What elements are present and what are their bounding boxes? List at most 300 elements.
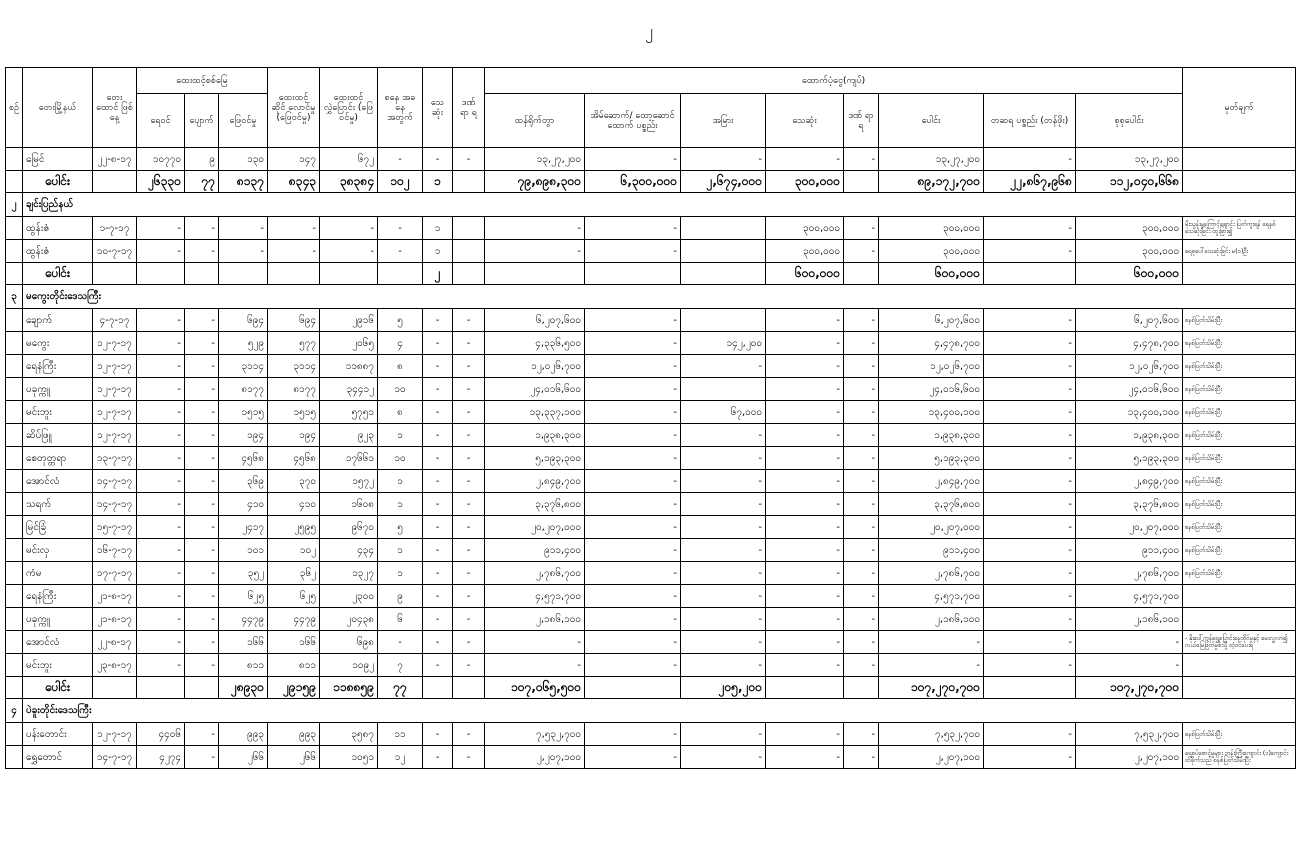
row-number (6, 654, 23, 677)
report-date: ၁၂-၇-၁၇ (93, 723, 137, 746)
house-count: ၁ (378, 539, 423, 562)
loss-count: ၁၁၈၈၅၉ (320, 677, 378, 699)
area-destroyed: - (185, 240, 219, 263)
row-number (6, 263, 23, 285)
death-count: - (423, 746, 453, 769)
area-recovered: ၉၉၃ (219, 723, 268, 746)
total-amount: ၂၄,၀၁၆,၆၀၀ (879, 378, 984, 401)
area-total: ၂၆၃၃၀ (137, 171, 185, 193)
table-row (6, 516, 1296, 539)
area-total: - (137, 447, 185, 470)
damage-count: ၁၆၆ (268, 631, 320, 654)
total-row (6, 677, 1296, 699)
area-total: - (137, 631, 185, 654)
house-material-amount: - (585, 447, 681, 470)
grand-total-amount: ၂၄,၀၁၆,၆၀၀ (1076, 378, 1183, 401)
row-number (6, 217, 23, 240)
injury-count (453, 217, 485, 240)
death-amount: - (766, 746, 844, 769)
death-count: - (423, 539, 453, 562)
injury-count: - (453, 723, 485, 746)
cash-amount: ၂,၇၈၆,၇၀၀ (485, 562, 585, 585)
injury-amount: - (844, 723, 879, 746)
row-number (6, 378, 23, 401)
area-total: - (137, 470, 185, 493)
area-destroyed: - (185, 332, 219, 355)
house-count: - (378, 240, 423, 263)
remark: စနစ်ပြတ်သိမ်းပြီး (1183, 447, 1296, 470)
grand-total-amount: - (1076, 654, 1183, 677)
death-count: - (423, 447, 453, 470)
remark: မိုးသွန်းမှုကြောင့်ချောင်း ပြတ်ကူးရန် ရေနစ် သေဆုံးခြင်း ထူးခြား၍ (1183, 217, 1296, 240)
loss-count: ၂၃၀၀ (320, 585, 378, 608)
remark: စနစ်ပြတ်သိမ်းပြီး (1183, 516, 1296, 539)
area-recovered: ၁၆၆ (219, 631, 268, 654)
total-row (6, 263, 1296, 285)
row-number (6, 148, 23, 171)
group-area: ထေးထင့်စစ်မြေ (137, 68, 268, 94)
area-destroyed: - (185, 470, 219, 493)
food-amount: - (681, 424, 766, 447)
other-amount: - (984, 378, 1076, 401)
table-row (6, 424, 1296, 447)
remark: စနစ်ပြတ်သိမ်းပြီး (1183, 355, 1296, 378)
house-material-amount: - (585, 470, 681, 493)
section-row (6, 285, 1296, 309)
death-count: - (423, 493, 453, 516)
area-destroyed: - (185, 516, 219, 539)
other-amount: - (984, 608, 1076, 631)
death-count: ၁ (423, 171, 453, 193)
injury-amount: - (844, 148, 879, 171)
house-count: - (378, 631, 423, 654)
injury-amount: - (844, 240, 879, 263)
house-material-amount: - (585, 608, 681, 631)
other-amount: - (984, 332, 1076, 355)
house-material-amount: - (585, 355, 681, 378)
grand-total-amount: ၂,၇၈၆,၇၀၀ (1076, 562, 1183, 585)
injury-count: - (453, 493, 485, 516)
injury-count (453, 171, 485, 193)
damage-count: ၄၄၇၉ (268, 608, 320, 631)
injury-count: - (453, 562, 485, 585)
col-money-food: အမြား (681, 94, 766, 148)
grand-total-amount: ၇,၅၃၂,၇၀၀ (1076, 723, 1183, 746)
grand-total-amount: ၁၃,၄၀၀,၁၀၀ (1076, 401, 1183, 424)
township-name: ရေနံကြီး (23, 355, 93, 378)
injury-amount: - (844, 746, 879, 769)
death-amount: - (766, 309, 844, 332)
row-number (6, 516, 23, 539)
cash-amount: ၂,၂၀၇,၁၀၀ (485, 746, 585, 769)
food-amount: - (681, 516, 766, 539)
death-count: - (423, 562, 453, 585)
area-total: - (137, 401, 185, 424)
table-row (6, 539, 1296, 562)
row-number (6, 355, 23, 378)
township-name: ပခုက္ကူ (23, 608, 93, 631)
remark: စနစ်ပြတ်သိမ်းပြီး (1183, 493, 1296, 516)
area-total: - (137, 217, 185, 240)
cash-amount: ၆,၂၀၇,၆၀၀ (485, 309, 585, 332)
col-area-recover: ဖြေဝင်မှု (219, 94, 268, 148)
township-name: မြေင် (23, 148, 93, 171)
table-header (6, 68, 1296, 148)
remark: - နိုးပေါ်ကုန်ရွှေ့ပြောင်းနေထိုင်မှုနှင့် မေးလှူလာ၍ လယ်မြေဖြတ်မှုစံသို့ ထံ့ဝင်ပေးရ (1183, 631, 1296, 654)
cash-amount: ၁၃,၃၃၇,၁၀၀ (485, 401, 585, 424)
page-number: ၂ (645, 21, 653, 40)
grand-total-amount: ၃၀၀,၀၀၀ (1076, 217, 1183, 240)
house-count: ၄ (378, 332, 423, 355)
food-amount: ၁၄၂,၂၀၀ (681, 332, 766, 355)
house-count: ၈ (378, 401, 423, 424)
row-number (6, 493, 23, 516)
col-money-total: ပေါင်း (879, 94, 984, 148)
death-amount: - (766, 493, 844, 516)
row-number (6, 562, 23, 585)
area-recovered: ၂၆၆ (219, 746, 268, 769)
total-amount: ၂,၂၀၇,၁၀၀ (879, 746, 984, 769)
injury-count (453, 263, 485, 285)
area-recovered: ၈၁၁ (219, 654, 268, 677)
col-money-grand: စုစုပေါင်း (1076, 94, 1183, 148)
area-destroyed: - (185, 355, 219, 378)
death-count: - (423, 332, 453, 355)
house-count: ၁၀ (378, 378, 423, 401)
total-row (6, 171, 1296, 193)
table-row (6, 723, 1296, 746)
total-amount: ၆၀၀,၀၀၀ (879, 263, 984, 285)
grand-total-amount: ၉၁၁,၄၀၀ (1076, 539, 1183, 562)
row-number (6, 631, 23, 654)
row-number (6, 677, 23, 699)
food-amount: - (681, 539, 766, 562)
injury-amount: - (844, 539, 879, 562)
report-date: ၁၂-၇-၁၇ (93, 355, 137, 378)
food-amount (681, 263, 766, 285)
remark: စနစ်ပြတ်သိမ်းပြီး (1183, 424, 1296, 447)
death-amount: - (766, 401, 844, 424)
injury-count: - (453, 332, 485, 355)
grand-total-amount: ၅,၁၉၃,၃၀၀ (1076, 447, 1183, 470)
section-row (6, 193, 1296, 217)
cash-amount (485, 263, 585, 285)
section-row (6, 699, 1296, 723)
loss-count: ၅၇၅၁ (320, 401, 378, 424)
injury-count: - (453, 470, 485, 493)
death-count: ၂ (423, 263, 453, 285)
cash-amount: ၂၀,၂၀၇,၀၀၀ (485, 516, 585, 539)
house-count: ၇ (378, 654, 423, 677)
loss-count: ၁၃၂၇ (320, 562, 378, 585)
other-amount: - (984, 723, 1076, 746)
area-recovered: ၆၉၄ (219, 309, 268, 332)
grand-total-amount: ၄,၄၇၈,၇၀၀ (1076, 332, 1183, 355)
other-amount: - (984, 401, 1076, 424)
damage-count: - (268, 217, 320, 240)
disaster-relief-table (5, 67, 1296, 769)
injury-count: - (453, 539, 485, 562)
death-amount: - (766, 355, 844, 378)
injury-count: - (453, 309, 485, 332)
report-date: ၂၃-၈-၁၇ (93, 654, 137, 677)
death-amount: ၃၀၀,၀၀၀ (766, 171, 844, 193)
house-count: ၅ (378, 309, 423, 332)
food-amount (681, 240, 766, 263)
table-row (6, 355, 1296, 378)
death-amount: - (766, 539, 844, 562)
death-amount: - (766, 723, 844, 746)
house-count: ၅ (378, 516, 423, 539)
injury-count: - (453, 148, 485, 171)
col-damage: ထေးထင့် ဆိုင် လောင်မှု (ဖြေဝင်မှု) (268, 68, 320, 148)
loss-count: ၃၄၄၁၂ (320, 378, 378, 401)
injury-amount: - (844, 309, 879, 332)
death-count: - (423, 378, 453, 401)
row-number (6, 401, 23, 424)
house-material-amount: - (585, 378, 681, 401)
other-amount: - (984, 217, 1076, 240)
damage-count: ၉၉၃ (268, 723, 320, 746)
total-amount: ၃၀၀,၀၀၀ (879, 217, 984, 240)
house-material-amount (585, 263, 681, 285)
death-count: - (423, 654, 453, 677)
remark: စနစ်ပြတ်သိမ်းပြီး (1183, 562, 1296, 585)
grand-total-amount: ၂,၂၀၇,၁၀၀ (1076, 746, 1183, 769)
township-name: ကံမ (23, 562, 93, 585)
food-amount: - (681, 746, 766, 769)
report-date: ၂၂-၈-၁၇ (93, 631, 137, 654)
food-amount: - (681, 654, 766, 677)
area-recovered: - (219, 217, 268, 240)
table-row (6, 240, 1296, 263)
township-name: မင်းဘူး (23, 654, 93, 677)
damage-count: ၈၁၇၇ (268, 378, 320, 401)
cash-amount: ၂၄,၀၁၆,၆၀၀ (485, 378, 585, 401)
area-total: - (137, 585, 185, 608)
grand-total-amount: ၂,၈၄၉,၇၀၀ (1076, 470, 1183, 493)
remark (1183, 608, 1296, 631)
house-material-amount: - (585, 723, 681, 746)
total-amount: ၂,၈၄၉,၇၀၀ (879, 470, 984, 493)
row-number (6, 746, 23, 769)
cash-amount: ၁၀၇,၀၆၅,၅၀၀ (485, 677, 585, 699)
area-recovered: ၃၆၉ (219, 470, 268, 493)
section-number: ၄ (6, 699, 23, 723)
table-row (6, 401, 1296, 424)
township-name: ပေါင်း (23, 263, 93, 285)
township-name: ပန်းတောင်း (23, 723, 93, 746)
table-row (6, 470, 1296, 493)
food-amount: - (681, 470, 766, 493)
total-amount: ၃၀၀,၀၀၀ (879, 240, 984, 263)
township-name: စေတုတ္တရာ (23, 447, 93, 470)
report-date: ၄-၇-၁၇ (93, 309, 137, 332)
remark (1183, 263, 1296, 285)
area-recovered: ၁၉၄ (219, 424, 268, 447)
death-amount: - (766, 332, 844, 355)
other-amount: - (984, 355, 1076, 378)
area-destroyed: - (185, 608, 219, 631)
house-count: ၈ (378, 355, 423, 378)
death-count: - (423, 401, 453, 424)
table-row (6, 148, 1296, 171)
damage-count: ၃၆၂ (268, 562, 320, 585)
table-row (6, 309, 1296, 332)
township-name: ထွန်းဇံ (23, 217, 93, 240)
other-amount: - (984, 516, 1076, 539)
loss-count: ၁၇၆၆၁ (320, 447, 378, 470)
total-amount: ၂,၇၈၆,၇၀၀ (879, 562, 984, 585)
damage-count: ၆၂၅ (268, 585, 320, 608)
injury-count: - (453, 608, 485, 631)
damage-count: ၈၃၄၃ (268, 171, 320, 193)
food-amount (681, 217, 766, 240)
total-amount: ၃,၃၇၆,၈၀၀ (879, 493, 984, 516)
cash-amount: ၇၉,၈၉၈,၃၀၀ (485, 171, 585, 193)
table-row (6, 631, 1296, 654)
death-amount: - (766, 447, 844, 470)
injury-amount: - (844, 217, 879, 240)
house-material-amount: - (585, 516, 681, 539)
report-date: ၁၄-၇-၁၇ (93, 493, 137, 516)
report-date: ၁၂-၇-၁၇ (93, 378, 137, 401)
injury-amount: - (844, 608, 879, 631)
loss-count: ၂၉၁၆ (320, 309, 378, 332)
area-total: - (137, 355, 185, 378)
cash-amount: - (485, 217, 585, 240)
loss-count: ၂၀၄၃၈ (320, 608, 378, 631)
col-area-destroy: ပျောက် (185, 94, 219, 148)
food-amount: ၂၀၅,၂၀၀ (681, 677, 766, 699)
col-date: တေး ထောင် ဖြစ်နေ့ (93, 68, 137, 148)
injury-count: - (453, 447, 485, 470)
area-total: - (137, 608, 185, 631)
area-recovered: ၈၁၃၇ (219, 171, 268, 193)
cash-amount: ၂,၈၄၉,၇၀၀ (485, 470, 585, 493)
total-amount: ၁၃,၄၀၀,၁၀၀ (879, 401, 984, 424)
remark: စနစ်ပြတ်သိမ်းပြီး (1183, 539, 1296, 562)
death-amount: - (766, 470, 844, 493)
injury-count: - (453, 516, 485, 539)
remark: စနစ်ပြတ်သိမ်းပြီး (1183, 723, 1296, 746)
remark: စနစ်ပြတ်သိမ်းပြီး (1183, 470, 1296, 493)
death-count: ၁ (423, 217, 453, 240)
other-amount (984, 263, 1076, 285)
injury-amount: - (844, 378, 879, 401)
damage-count: - (268, 240, 320, 263)
table-row (6, 493, 1296, 516)
injury-count: - (453, 401, 485, 424)
area-total: - (137, 332, 185, 355)
col-death: သေ ဆုံး (423, 68, 453, 148)
injury-amount (844, 263, 879, 285)
injury-amount: - (844, 493, 879, 516)
damage-count: ၄၁၀ (268, 493, 320, 516)
area-total: ၁၀၇၇၀ (137, 148, 185, 171)
house-count: ၁ (378, 562, 423, 585)
area-destroyed: - (185, 424, 219, 447)
table-row (6, 746, 1296, 769)
col-money-death: သေဆုံး (766, 94, 844, 148)
house-material-amount: - (585, 585, 681, 608)
loss-count (320, 263, 378, 285)
other-amount: - (984, 631, 1076, 654)
injury-amount: - (844, 332, 879, 355)
injury-count: - (453, 424, 485, 447)
area-recovered (219, 263, 268, 285)
row-number (6, 723, 23, 746)
injury-amount: - (844, 516, 879, 539)
injury-count: - (453, 585, 485, 608)
area-total: ၄၂၇၄ (137, 746, 185, 769)
house-count: ၆ (378, 608, 423, 631)
area-recovered: ၂၈၉၃၀ (219, 677, 268, 699)
house-count: ၁၁ (378, 723, 423, 746)
death-count: - (423, 585, 453, 608)
house-count: ၁၀ (378, 447, 423, 470)
damage-count: ၂၆၆ (268, 746, 320, 769)
col-money-house: အိမ်ဆောက်/ ထော့ဆောင်ထောက် ပစ္စည်း (585, 94, 681, 148)
food-amount: - (681, 562, 766, 585)
area-total (137, 263, 185, 285)
cash-amount: ၁၃,၂၇,၂၀၀ (485, 148, 585, 171)
damage-count: ၂၉၁၅၉ (268, 677, 320, 699)
cash-amount: ၂,၁၈၆,၁၀၀ (485, 608, 585, 631)
table-row (6, 447, 1296, 470)
township-name: မြင်ခြံ (23, 516, 93, 539)
total-amount: ၈၉,၁၇၂,၇၀၀ (879, 171, 984, 193)
death-amount: - (766, 562, 844, 585)
area-recovered: ၂၄၁၇ (219, 516, 268, 539)
other-amount: - (984, 240, 1076, 263)
area-destroyed: - (185, 562, 219, 585)
report-date: ၁၂-၇-၁၇ (93, 424, 137, 447)
report-date: ၁၇-၇-၁၇ (93, 562, 137, 585)
house-count: ၇၇ (378, 677, 423, 699)
death-amount: ၃၀၀,၀၀၀ (766, 240, 844, 263)
loss-count: ၁၅၇၂ (320, 470, 378, 493)
house-material-amount: - (585, 309, 681, 332)
food-amount (681, 309, 766, 332)
report-date: ၁၄-၇-၁၇ (93, 746, 137, 769)
township-name: အောင်လံ (23, 470, 93, 493)
damage-count: ၃၁၁၄ (268, 355, 320, 378)
loss-count: ၄၃၄ (320, 539, 378, 562)
death-amount: - (766, 585, 844, 608)
house-count: ၁၂ (378, 746, 423, 769)
area-destroyed: - (185, 539, 219, 562)
area-destroyed: ၉ (185, 148, 219, 171)
death-amount: - (766, 424, 844, 447)
other-amount: - (984, 493, 1076, 516)
death-count: - (423, 470, 453, 493)
injury-amount: - (844, 355, 879, 378)
report-date: ၁၂-၇-၁၇ (93, 332, 137, 355)
table-row (6, 585, 1296, 608)
area-recovered: ၄၅၆၈ (219, 447, 268, 470)
total-amount: ၉၁၁,၄၀၀ (879, 539, 984, 562)
col-remark: မှတ်ချက် (1183, 68, 1296, 148)
remark (1183, 148, 1296, 171)
death-amount: - (766, 378, 844, 401)
area-recovered: ၁၀၁ (219, 539, 268, 562)
total-amount: ၅,၁၉၃,၃၀၀ (879, 447, 984, 470)
injury-amount: - (844, 470, 879, 493)
other-amount: - (984, 746, 1076, 769)
total-amount: ၄,၄၇၈,၇၀၀ (879, 332, 984, 355)
death-count: - (423, 608, 453, 631)
